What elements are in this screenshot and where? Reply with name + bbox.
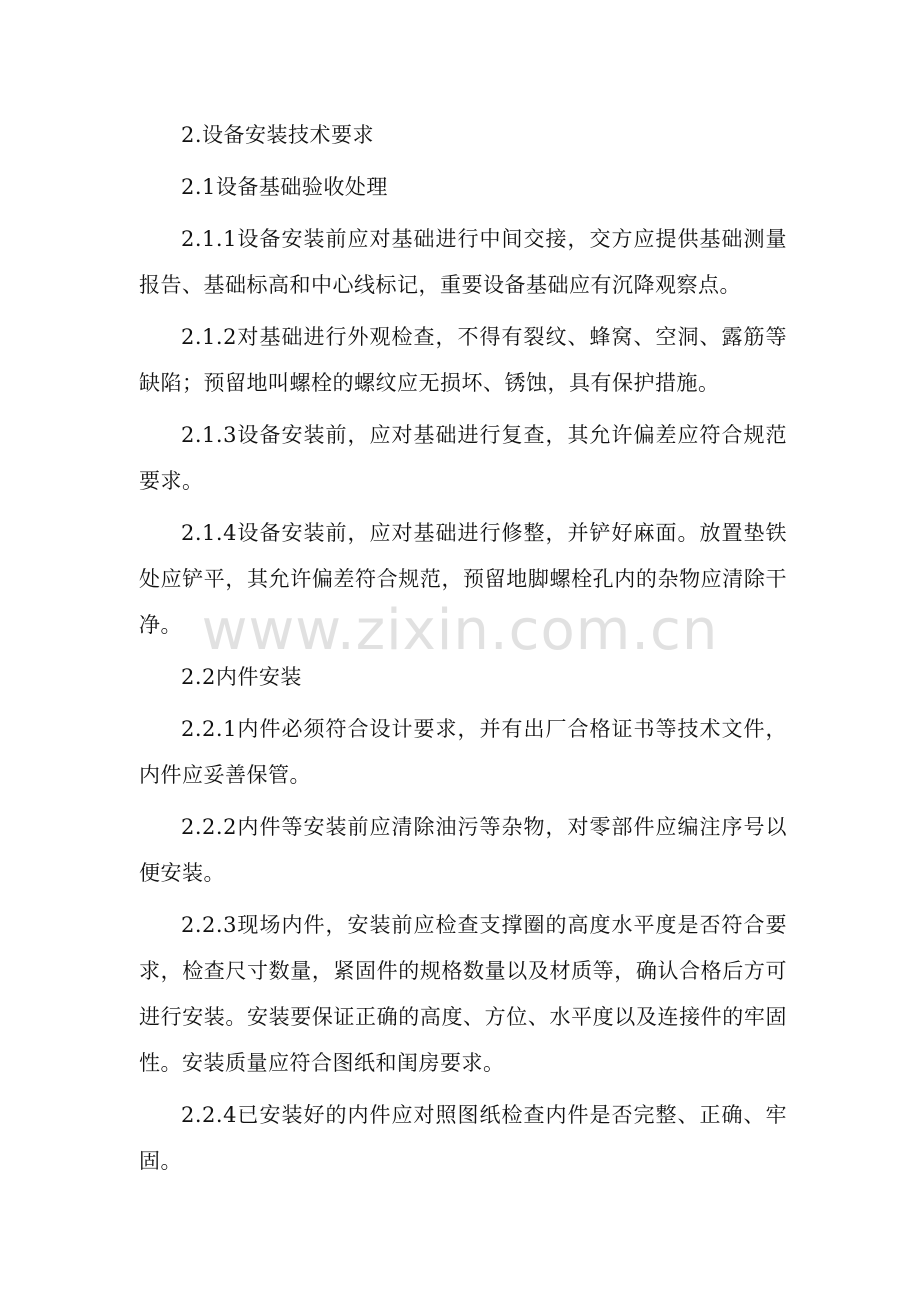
paragraph-2-1-1: 2.1.1设备安装前应对基础进行中间交接，交方应提供基础测量报告、基础标高和中心线标记，重要设备基础应有沉降观察点。 <box>139 227 787 297</box>
paragraph-2-2-4: 2.2.4已安装好的内件应对照图纸检查内件是否完整、正确、牢固。 <box>139 1103 787 1173</box>
paragraph-2-2-2: 2.2.2内件等安装前应清除油污等杂物，对零部件应编注序号以便安装。 <box>139 815 787 885</box>
paragraph-2-1-3: 2.1.3设备安装前，应对基础进行复查，其允许偏差应符合规范要求。 <box>139 423 787 493</box>
document-body <box>139 112 787 1184</box>
section-heading-2-1: 2.1设备基础验收处理 <box>181 175 388 199</box>
paragraph-2-2-3: 2.2.3现场内件，安装前应检查支撑圈的高度水平度是否符合要求，检查尺寸数量，紧固件的规格数量以及材质等，确认合格后方可进行安装。安装要保证正确的高度、方位、水平度以及连接件的牢固性。安装质量应符合图纸和闺房要求。 <box>139 913 787 1075</box>
paragraph-2-1-4: 2.1.4设备安装前，应对基础进行修整，并铲好麻面。放置垫铁处应铲平，其允许偏差符合规范，预留地脚螺栓孔内的杂物应清除干净。 <box>139 521 787 637</box>
section-heading-2: 2.设备安装技术要求 <box>181 123 375 147</box>
paragraph-2-2-1: 2.2.1内件必须符合设计要求，并有出厂合格证书等技术文件，内件应妥善保管。 <box>139 717 787 787</box>
watermark-text: www.zixin.com.cn <box>201 598 719 663</box>
section-heading-2-2: 2.2内件安装 <box>181 665 302 689</box>
paragraph-2-1-2: 2.1.2对基础进行外观检查，不得有裂纹、蜂窝、空洞、露筋等缺陷；预留地叫螺栓的螺纹应无损坏、锈蚀，具有保护措施。 <box>139 325 787 395</box>
